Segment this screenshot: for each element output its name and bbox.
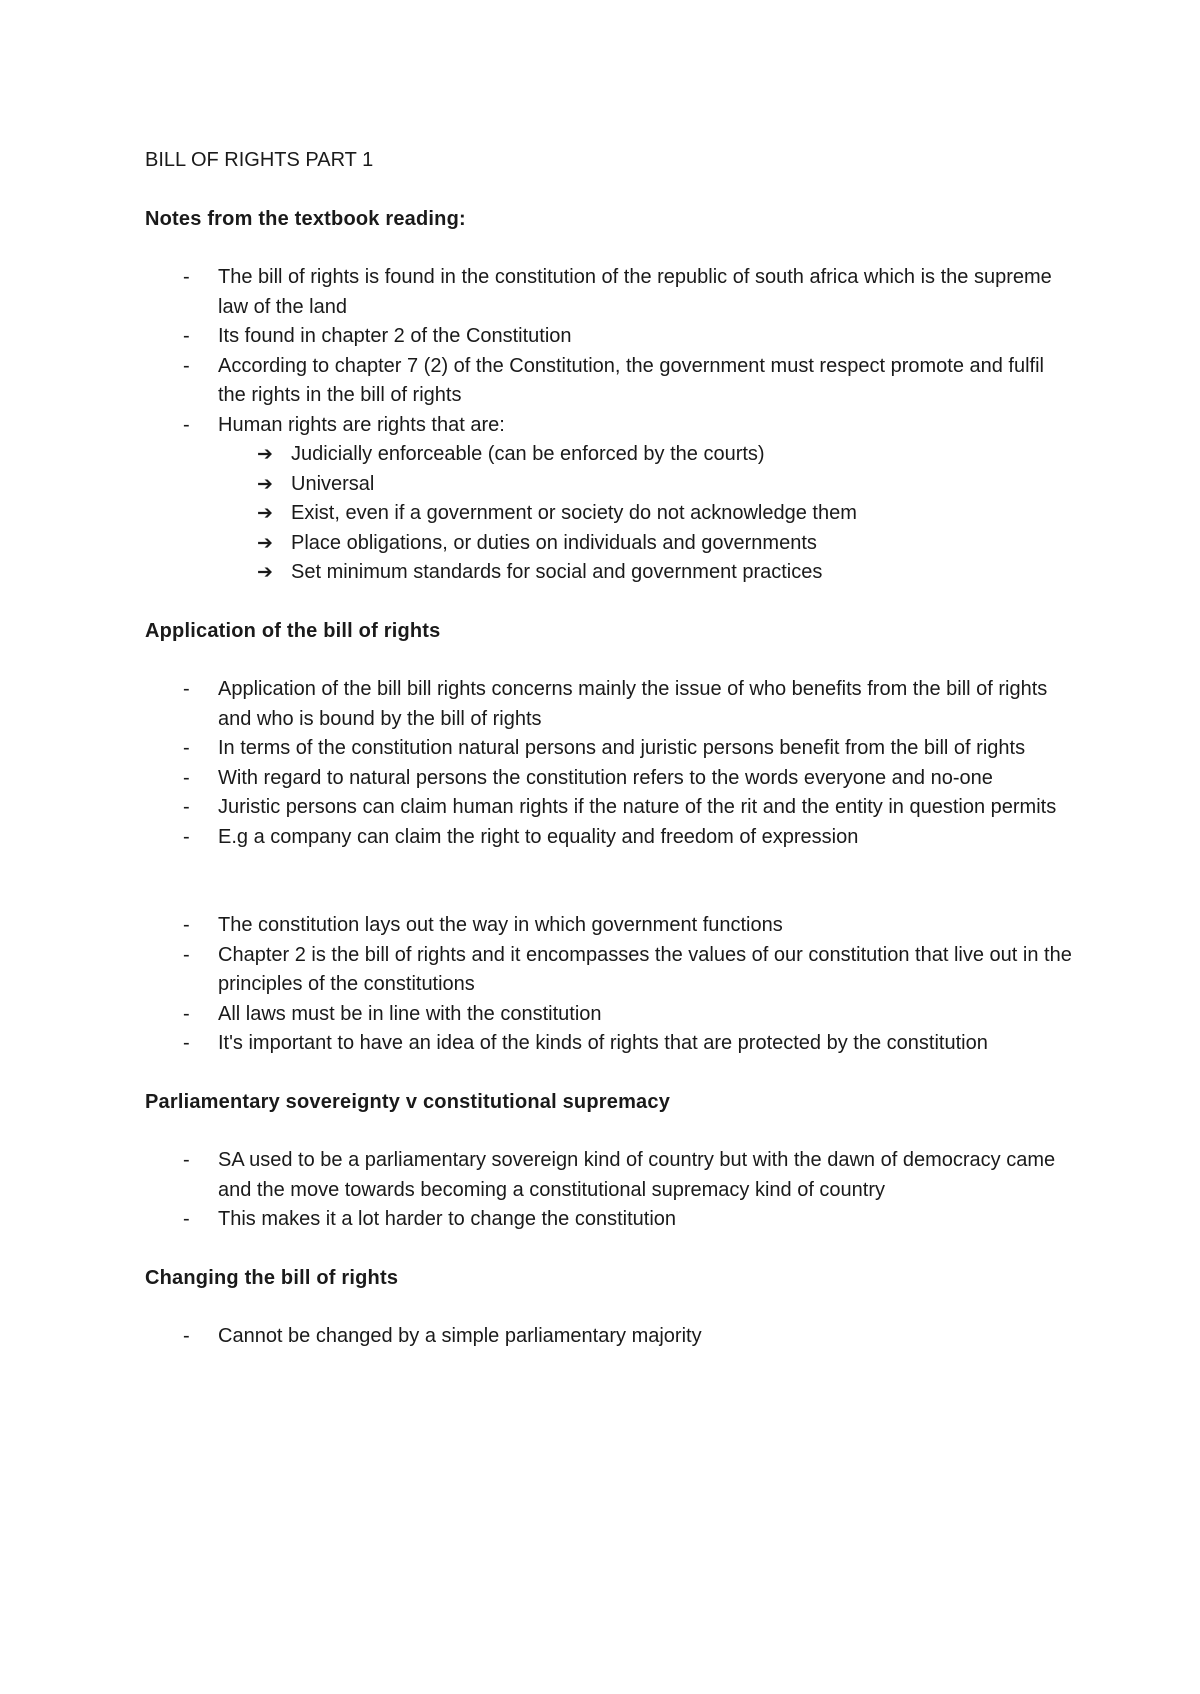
- dash-marker: -: [183, 943, 190, 966]
- list-item: - In terms of the constitution natural persons and juristic persons benefit from the bill of rights: [145, 734, 1075, 764]
- dash-marker: -: [183, 413, 190, 436]
- sub-list-item: ➔ Set minimum standards for social and government practices: [145, 558, 1075, 588]
- list-item: - It's important to have an idea of the kinds of rights that are protected by the constitution: [145, 1029, 1075, 1059]
- dash-marker: -: [183, 1032, 190, 1054]
- sub-list-item: ➔ Universal: [145, 470, 1075, 500]
- list-item: - Human rights are rights that are:: [145, 411, 1075, 441]
- section-heading-sovereignty: Parliamentary sovereignty v constitutional supremacy: [145, 1090, 671, 1113]
- arrow-icon: ➔: [257, 503, 273, 524]
- dash-marker: -: [183, 266, 190, 288]
- dash-marker: -: [183, 1002, 190, 1025]
- sub-list-item: ➔ Judicially enforceable (can be enforced by the courts): [145, 440, 1075, 470]
- list-item: - Its found in chapter 2 of the Constitution: [145, 322, 1075, 352]
- arrow-icon: ➔: [257, 532, 273, 554]
- document-page: [145, 146, 1075, 1352]
- document-title: BILL OF RIGHTS PART 1: [145, 149, 374, 171]
- list-item: - This makes it a lot harder to change the constitution: [145, 1205, 1075, 1235]
- dash-marker: -: [183, 1208, 190, 1230]
- list-item: - Application of the bill bill rights concerns mainly the issue of who benefits from the bill of rights and who is bound by the bill of rights: [145, 675, 1075, 734]
- dash-marker: -: [183, 354, 190, 377]
- sub-list-item: ➔ Place obligations, or duties on individuals and governments: [145, 529, 1075, 559]
- dash-marker: -: [183, 325, 190, 347]
- list-item: - All laws must be in line with the constitution: [145, 1000, 1075, 1030]
- arrow-icon: ➔: [257, 562, 273, 583]
- list-item: - With regard to natural persons the constitution refers to the words everyone and no-one: [145, 764, 1075, 794]
- section-heading-textbook-notes: Notes from the textbook reading:: [145, 207, 466, 230]
- dash-marker: -: [183, 1149, 190, 1171]
- section-heading-application: Application of the bill of rights: [145, 619, 441, 642]
- arrow-icon: ➔: [257, 473, 273, 495]
- dash-marker: -: [183, 766, 190, 789]
- list-item: - The bill of rights is found in the constitution of the republic of south africa which is the supreme law of the land: [145, 263, 1075, 322]
- dash-marker: -: [183, 825, 190, 848]
- sub-list-item: ➔ Exist, even if a government or society do not acknowledge them: [145, 499, 1075, 529]
- dash-marker: -: [183, 737, 190, 759]
- human-rights-characteristics-list: [145, 440, 1075, 588]
- constitution-list: [145, 911, 1075, 1059]
- list-item: - Cannot be changed by a simple parliamentary majority: [145, 1322, 1075, 1352]
- dash-marker: -: [183, 1325, 190, 1347]
- changing-list: [145, 1322, 1075, 1352]
- list-item: - According to chapter 7 (2) of the Constitution, the government must respect promote and fulfil the rights in the bill of rights: [145, 352, 1075, 411]
- textbook-notes-list: [145, 263, 1075, 440]
- dash-marker: -: [183, 914, 190, 936]
- sovereignty-list: [145, 1146, 1075, 1235]
- list-item: - Chapter 2 is the bill of rights and it encompasses the values of our constitution that live out in the principles of the constitutions: [145, 941, 1075, 1000]
- dash-marker: -: [183, 796, 190, 818]
- list-item: - The constitution lays out the way in which government functions: [145, 911, 1075, 941]
- list-item: - Juristic persons can claim human rights if the nature of the rit and the entity in question permits: [145, 793, 1075, 823]
- list-item: - E.g a company can claim the right to equality and freedom of expression: [145, 823, 1075, 853]
- section-heading-changing: Changing the bill of rights: [145, 1266, 399, 1289]
- dash-marker: -: [183, 678, 190, 700]
- application-list: [145, 675, 1075, 852]
- arrow-icon: ➔: [257, 444, 273, 465]
- list-item: - SA used to be a parliamentary sovereign kind of country but with the dawn of democracy came and the move towards becoming a constitutional supremacy kind of country: [145, 1146, 1075, 1205]
